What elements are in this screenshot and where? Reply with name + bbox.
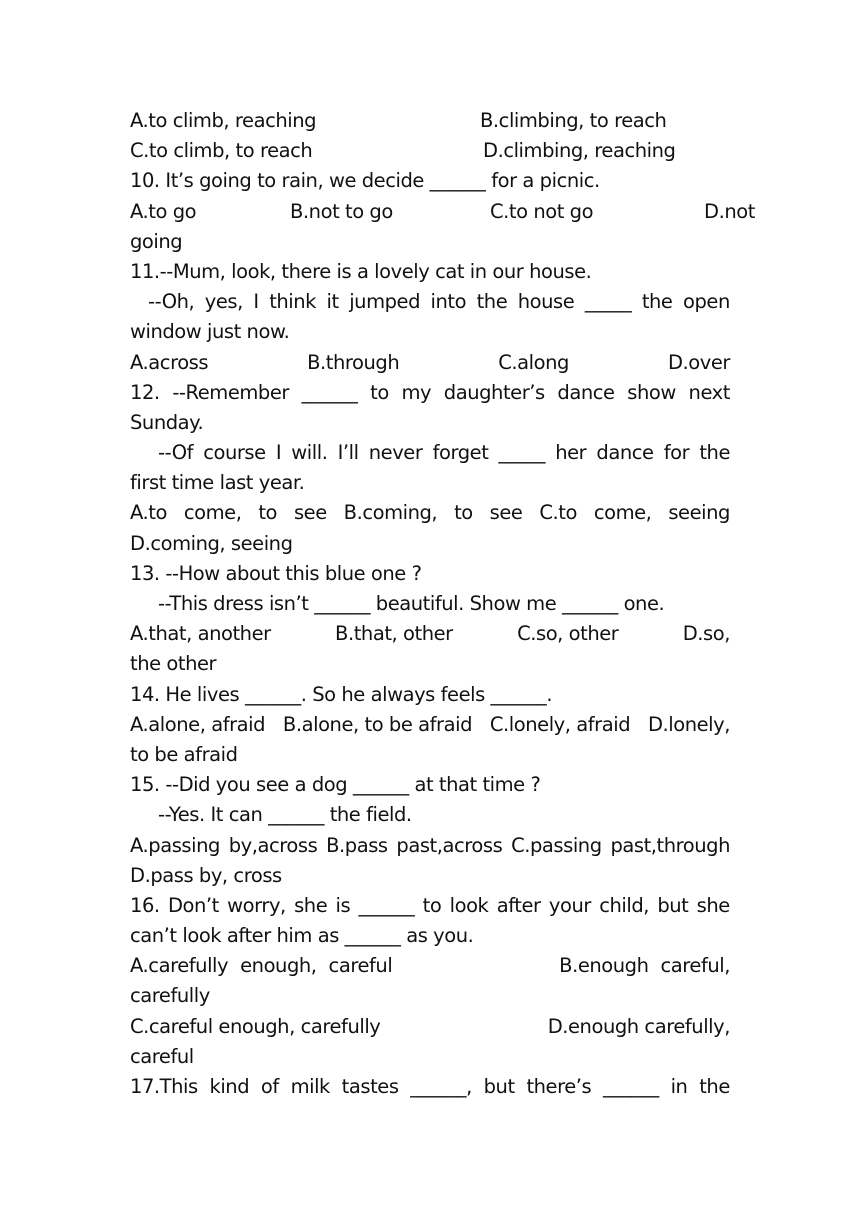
q11-reply-continued: window just now.	[130, 320, 290, 344]
word: --Of	[158, 441, 194, 465]
word: 17.This	[130, 1075, 198, 1098]
word: I	[253, 290, 259, 314]
word: open	[682, 290, 730, 314]
word: A.alone, afraid	[130, 712, 266, 736]
q10-options	[130, 197, 755, 227]
word: seeing	[668, 501, 730, 525]
word: forget	[432, 441, 489, 465]
word: yes,	[204, 290, 243, 314]
q12-reply	[130, 438, 730, 468]
word: B.that, other	[335, 622, 453, 646]
q10-option-a: A.to go	[130, 199, 197, 223]
word: there’s	[526, 1075, 592, 1098]
word: next	[688, 380, 730, 404]
word: C.lonely, afraid	[489, 712, 631, 736]
q10-option-c: C.to not go	[490, 199, 594, 223]
word: the	[476, 290, 508, 314]
word: D.so,	[682, 622, 730, 646]
word: it	[326, 290, 339, 314]
q10-option-b: B.not to go	[290, 199, 393, 223]
word: ______	[603, 1075, 659, 1098]
word: kind	[209, 1075, 250, 1098]
q16-option-d-continued: careful	[130, 1044, 194, 1068]
q10-stem: 10. It’s going to rain, we decide ______ for a picnic.	[130, 169, 600, 193]
q11-option-d: D.over	[667, 350, 730, 374]
q17-stem	[130, 1072, 730, 1102]
q13-options-continued: the other	[130, 652, 217, 676]
q9-option-c: C.to climb, to reach	[130, 139, 313, 163]
word: to	[454, 501, 473, 525]
word: careful	[328, 954, 393, 978]
q10-option-d: D.not	[704, 199, 755, 223]
word: after	[496, 893, 541, 917]
q14-stem: 14. He lives ______. So he always feels ______.	[130, 682, 553, 706]
word: milk	[290, 1075, 330, 1098]
q13-options	[130, 619, 730, 649]
word: house	[517, 290, 575, 314]
word: come,	[183, 501, 242, 525]
q16-stem	[130, 891, 730, 921]
word: child,	[599, 893, 650, 917]
q9-options-row-2	[130, 136, 730, 166]
word: into	[430, 290, 467, 314]
word: your	[548, 893, 591, 917]
word: I’ll	[337, 441, 359, 465]
word: look	[449, 893, 489, 917]
word: to	[422, 893, 442, 917]
word: the	[699, 441, 730, 465]
q12-reply-continued: first time last year.	[130, 471, 305, 495]
word: tastes	[341, 1075, 399, 1098]
q16-option-d: D.enough carefully,	[547, 1014, 730, 1038]
word: I	[275, 441, 282, 465]
word: course	[203, 441, 266, 465]
word: by,across	[228, 833, 318, 857]
word: ______	[301, 380, 358, 404]
q16-options-row-2	[130, 1012, 730, 1042]
word: C.so, other	[517, 622, 619, 646]
word: C.to	[539, 501, 577, 525]
q15-options	[130, 831, 730, 861]
q11-stem: 11.--Mum, look, there is a lovely cat in our house.	[130, 259, 592, 283]
worksheet-page	[130, 106, 755, 1102]
q9-option-d: D.climbing, reaching	[483, 139, 676, 163]
q16-stem-continued: can’t look after him as ______ as you.	[130, 924, 474, 948]
word: --Remember	[172, 380, 289, 404]
word: --Oh,	[148, 290, 195, 314]
word: A.to	[130, 501, 167, 525]
q12-options-continued: D.coming, seeing	[130, 531, 293, 555]
q16-options-row-1	[130, 951, 730, 981]
word: 16.	[130, 893, 160, 917]
q15-reply: --Yes. It can ______ the field.	[158, 803, 412, 827]
word: is	[335, 893, 351, 917]
word: but	[483, 1075, 515, 1098]
word: for	[663, 441, 690, 465]
word: A.passing	[130, 833, 220, 857]
q11-option-b: B.through	[307, 350, 400, 374]
word: B.pass	[326, 833, 388, 857]
word: but	[657, 893, 689, 917]
word: _____	[584, 290, 632, 314]
word: come,	[593, 501, 652, 525]
q14-options-continued: to be afraid	[130, 742, 238, 766]
word: dance	[557, 380, 615, 404]
word: of	[260, 1075, 279, 1098]
q11-reply	[130, 287, 730, 317]
word: past,through	[610, 833, 730, 857]
word: B.alone, to be afraid	[282, 712, 473, 736]
q12-options	[130, 498, 730, 528]
q15-stem: 15. --Did you see a dog ______ at that time ?	[130, 773, 541, 797]
word: in	[670, 1075, 688, 1098]
word: dance	[596, 441, 654, 465]
word: the	[641, 290, 673, 314]
word: A.carefully	[130, 954, 229, 978]
word: _____	[498, 441, 546, 465]
q14-options	[130, 710, 730, 740]
word: show	[627, 380, 676, 404]
word: B.coming,	[343, 501, 438, 525]
q13-reply: --This dress isn’t ______ beautiful. Show me ______ one.	[158, 592, 665, 615]
q10-option-d-continued: going	[130, 229, 183, 253]
word: she	[294, 893, 328, 917]
q16-option-c: C.careful enough, carefully	[130, 1014, 381, 1038]
q11-option-c: C.along	[498, 350, 569, 374]
q12-stem-continued: Sunday.	[130, 410, 204, 434]
word: A.that, another	[130, 622, 271, 646]
word: Don’t	[167, 893, 219, 917]
q16-option-a	[130, 951, 392, 981]
word: D.lonely,	[647, 712, 730, 736]
word: see	[293, 501, 327, 525]
word: 12.	[130, 380, 160, 404]
word: her	[555, 441, 587, 465]
word: the	[699, 1075, 730, 1098]
word: she	[696, 893, 730, 917]
word: never	[368, 441, 423, 465]
q12-stem	[130, 378, 730, 408]
word: enough,	[240, 954, 317, 978]
q11-options	[130, 348, 730, 378]
q9-option-b: B.climbing, to reach	[480, 109, 667, 132]
q16-option-b	[559, 951, 730, 981]
word: B.enough	[559, 954, 649, 978]
word: daughter’s	[443, 380, 545, 404]
word: worry,	[227, 893, 286, 917]
word: jumped	[349, 290, 421, 314]
q9-option-a: A.to climb, reaching	[130, 109, 317, 132]
q16-option-b-continued: carefully	[130, 984, 210, 1008]
word: careful,	[660, 954, 730, 978]
word: past,across	[396, 833, 503, 857]
word: think	[269, 290, 317, 314]
q9-options-row-1	[130, 106, 730, 136]
word: see	[489, 501, 523, 525]
q11-option-a: A.across	[130, 350, 209, 374]
q15-options-continued: D.pass by, cross	[130, 863, 282, 887]
word: to	[258, 501, 278, 525]
word: will.	[291, 441, 328, 465]
word: my	[401, 380, 432, 404]
q13-stem: 13. --How about this blue one ?	[130, 561, 422, 585]
word: C.passing	[511, 833, 602, 857]
word: to	[370, 380, 389, 404]
word: ______	[358, 893, 415, 917]
word: ______,	[410, 1075, 472, 1098]
